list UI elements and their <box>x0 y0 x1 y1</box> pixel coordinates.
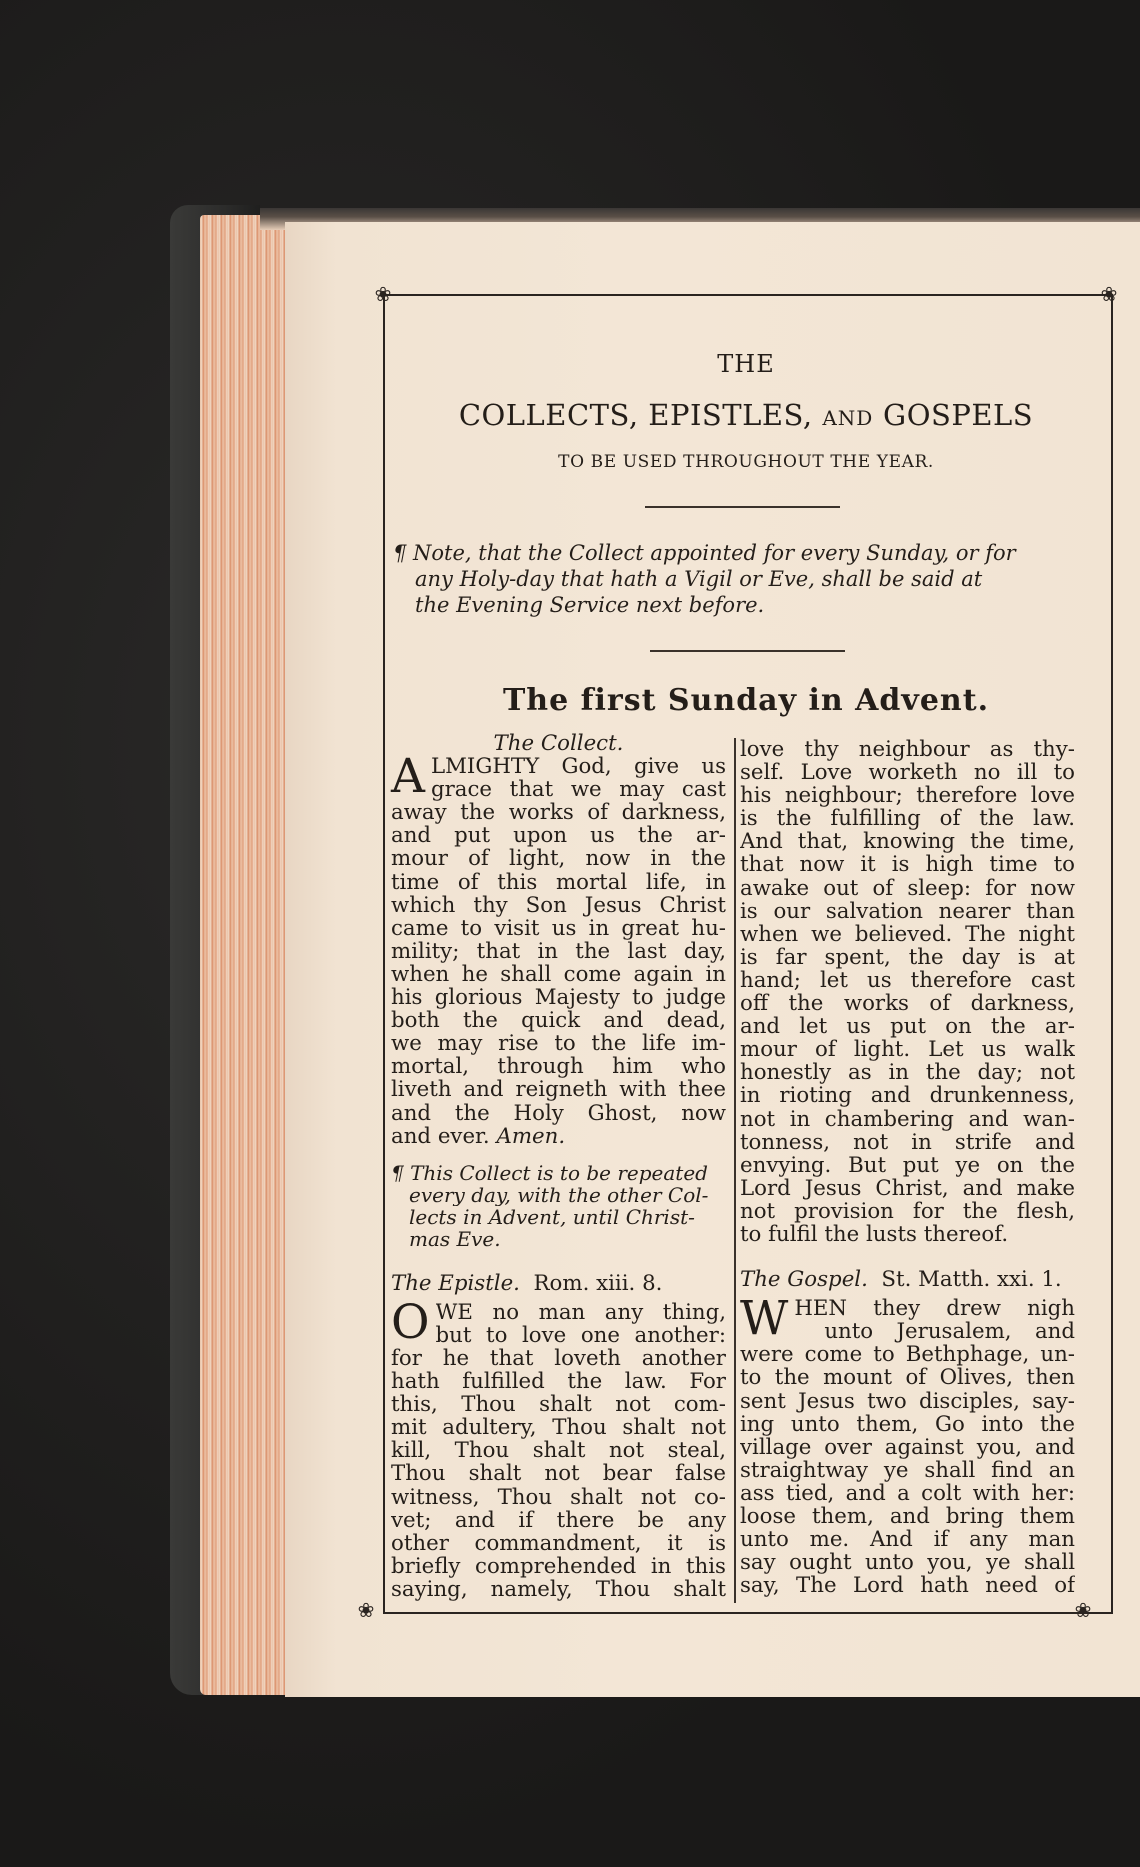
epistle-cont-line: his neighbour; therefore love <box>740 784 1075 808</box>
epistle-line: mit adultery, Thou shalt not <box>391 1416 726 1440</box>
collect-dropcap: A <box>391 749 425 805</box>
gospel-line: unto Jerusalem, and <box>824 1320 1075 1344</box>
header-title-a: COLLECTS, EPISTLES, <box>458 398 813 432</box>
gospel-line: say, The Lord hath need of <box>740 1574 1075 1598</box>
header-title <box>383 398 1109 432</box>
epistle-line: Thou shalt not bear false <box>391 1462 726 1486</box>
epistle-caption-ref: Rom. xiii. 8. <box>533 1271 663 1295</box>
header-subtitle: TO BE USED THROUGHOUT THE YEAR. <box>558 452 934 472</box>
note-line: ¶ Note, that the Collect appointed for every Sunday, or for <box>393 541 1016 565</box>
epistle-line: kill, Thou shalt not steal, <box>391 1439 726 1463</box>
epistle-line: for he that loveth another <box>391 1346 726 1371</box>
epistle-cont-line: honestly as in the day; not <box>740 1061 1075 1085</box>
gospel-line: say ought unto you, ye shall <box>740 1551 1075 1575</box>
gospel-caption-ref: St. Matth. xxi. 1. <box>881 1268 1062 1292</box>
collect-line: we may rise to the life im- <box>391 1032 726 1056</box>
epistle-caption-label: The Epistle. <box>391 1271 520 1295</box>
column-divider <box>734 738 736 1603</box>
epistle-cont-line: not provision for the flesh, <box>740 1199 1075 1223</box>
epistle-line: briefly comprehended in this <box>391 1554 726 1578</box>
collect-line: which thy Son Jesus Christ <box>391 893 726 917</box>
collect-line: both the quick and dead, <box>391 1009 726 1033</box>
spacer <box>391 1148 726 1162</box>
epistle-caption <box>391 1272 726 1295</box>
epistle-cont-line: is our salvation nearer than <box>740 899 1075 923</box>
epistle-cont-line: self. Love worketh no ill to <box>740 761 1075 785</box>
epistle-continued <box>740 738 1075 1246</box>
epistle-cont-line: Lord Jesus Christ, and make <box>740 1176 1075 1200</box>
epistle-cont-line: is far spent, the day is at <box>740 945 1075 969</box>
corner-ornament-icon: ❀ <box>1074 1598 1092 1622</box>
gospel-line: sent Jesus two disciples, say- <box>740 1389 1075 1413</box>
corner-ornament-icon: ❀ <box>374 282 392 306</box>
epistle-cont-line: when we believed. The night <box>740 922 1075 946</box>
epistle-cont-line: not in chambering and wan- <box>740 1107 1075 1131</box>
gospel-line: ass tied, and a colt with her: <box>740 1481 1075 1505</box>
collect-last-line <box>391 1125 726 1148</box>
corner-ornament-icon: ❀ <box>357 1598 375 1622</box>
collect-line: came to visit us in great hu- <box>391 916 726 940</box>
header-the: THE <box>717 350 775 378</box>
spacer <box>740 1246 1075 1268</box>
collect-line: and ever. <box>391 1124 490 1148</box>
collect-line: and put upon us the ar- <box>391 824 726 848</box>
gospel-line: unto me. And if any man <box>740 1528 1075 1552</box>
epistle-cont-line: mour of light. Let us walk <box>740 1038 1075 1062</box>
collect-line: mortal, through him who <box>391 1055 726 1079</box>
gospel-line: to the mount of Olives, then <box>740 1366 1075 1390</box>
epistle-cont-line: and let us put on the ar- <box>740 1015 1075 1039</box>
epistle-cont-line: awake out of sleep: for now <box>740 876 1075 900</box>
collect-line: when he shall come again in <box>391 962 726 987</box>
collect-heading: The Collect. <box>493 732 624 756</box>
epistle-cont-line: And that, knowing the time, <box>740 830 1075 854</box>
epistle-cont-line: off the works of darkness, <box>740 992 1075 1016</box>
gospel-line: village over against you, and <box>740 1435 1075 1459</box>
epistle-line: WE no man any thing, <box>435 1300 726 1324</box>
spacer <box>391 1250 726 1272</box>
divider-rule <box>650 650 845 652</box>
epistle-line: witness, Thou shalt not co- <box>391 1485 726 1509</box>
collect-line: mility; that in the last day, <box>391 939 726 963</box>
header-title-and: AND <box>822 406 874 430</box>
epistle-cont-line: hand; let us therefore cast <box>740 968 1075 993</box>
collect-line: LMIGHTY God, give us <box>430 755 726 779</box>
epistle-line: this, Thou shalt not com- <box>391 1393 726 1417</box>
collect-line: mour of light, now in the <box>391 847 726 871</box>
page-edges <box>200 215 295 1695</box>
rubric-line: lects in Advent, until Christ- <box>409 1205 695 1228</box>
left-column <box>391 732 726 1601</box>
epistle-cont-line: to fulfil the lusts thereof. <box>740 1222 1009 1247</box>
collect-line: his glorious Majesty to judge <box>391 986 726 1010</box>
epistle-line: other commandment, it is <box>391 1531 726 1555</box>
rubric-line: mas Eve. <box>409 1227 501 1250</box>
epistle-dropcap: O <box>391 1294 430 1350</box>
epistle-cont-line: love thy neighbour as thy- <box>740 738 1075 762</box>
epistle-cont-line: tonness, not in strife and <box>740 1130 1075 1154</box>
gospel-line: straightway ye shall find an <box>740 1458 1075 1482</box>
epistle-cont-line: envying. But put ye on the <box>740 1153 1075 1177</box>
gospel-dropcap: W <box>740 1291 789 1347</box>
note-line: the Evening Service next before. <box>415 593 765 617</box>
gospel-line: HEN they drew nigh <box>794 1297 1075 1321</box>
epistle-cont-line: is the fulfilling of the law. <box>740 807 1075 831</box>
epistle-line: but to love one another: <box>435 1323 726 1347</box>
gospel-line: were come to Bethphage, un- <box>740 1343 1075 1367</box>
collect-line: and the Holy Ghost, now <box>391 1101 726 1125</box>
collect-amen: Amen. <box>496 1124 566 1148</box>
epistle-line: hath fulfilled the law. For <box>391 1370 726 1394</box>
gospel-line: ing unto them, Go into the <box>740 1412 1075 1436</box>
epistle-body <box>391 1294 726 1601</box>
gospel-caption-label: The Gospel. <box>740 1268 868 1292</box>
rubric-note <box>393 540 1093 618</box>
gospel-body <box>740 1291 1075 1598</box>
epistle-cont-line: in rioting and drunkenness, <box>740 1084 1075 1108</box>
gospel-caption <box>740 1268 1075 1291</box>
collect-line: time of this mortal life, in <box>391 870 726 894</box>
collect-rubric <box>391 1162 726 1250</box>
rubric-line: ¶ This Collect is to be repeated <box>391 1161 708 1184</box>
epistle-cont-line: that now it is high time to <box>740 853 1075 877</box>
right-column <box>740 738 1075 1597</box>
collect-line: away the works of darkness, <box>391 801 726 825</box>
epistle-line: saying, namely, Thou shalt <box>391 1577 726 1601</box>
epistle-line: vet; and if there be any <box>391 1508 726 1532</box>
gospel-line: loose them, and bring them <box>740 1505 1075 1529</box>
section-title: The first Sunday in Advent. <box>502 683 990 718</box>
rubric-line: every day, with the other Col- <box>409 1183 709 1206</box>
collect-body <box>391 749 726 1148</box>
note-line: any Holy-day that hath a Vigil or Eve, shall be said at <box>415 567 983 591</box>
collect-line: grace that we may cast <box>430 778 726 802</box>
header-title-b: GOSPELS <box>883 398 1034 432</box>
corner-ornament-icon: ❀ <box>1100 282 1118 306</box>
divider-rule <box>645 506 840 508</box>
collect-line: liveth and reigneth with thee <box>391 1078 726 1102</box>
